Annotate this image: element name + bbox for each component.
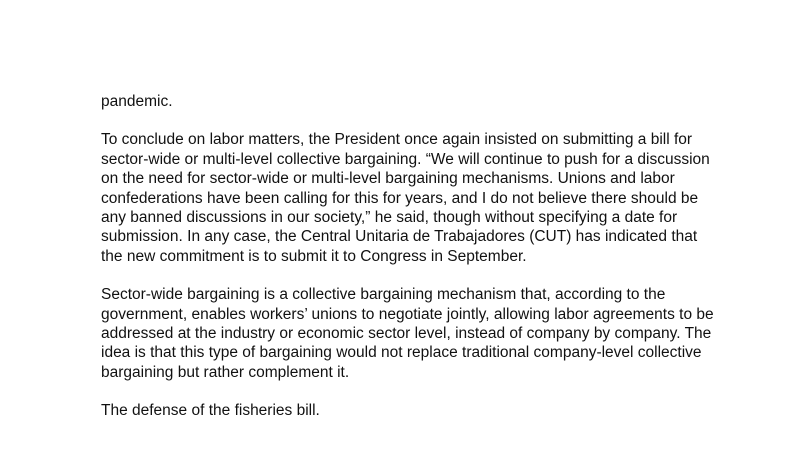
paragraph-labor-bill: To conclude on labor matters, the President once again insisted on submitting a bill for sector-wide or multi-level collective bargaining. “We will continue to push for a discussion on the need for sector-wide or multi-level bargaining mechanisms. Unions and labor confederations have been calling for this for years, and I do not believe there should be any banned discussions in our society,” he said, though without specifying a date for submission. In any case, the Central Unitaria de Trabajadores (CUT) has indicated that the new commitment is to submit it to Congress in September. [101, 131, 710, 265]
paragraph-sector-bargaining: Sector-wide bargaining is a collective bargaining mechanism that, according to the government, enables workers’ unions to negotiate jointly, allowing labor agreements to be addressed at the industry or economic sector level, instead of company by company. The idea is that this type of bargaining would not replace traditional company-level collective bargaining but rather complement it. [101, 286, 714, 381]
section-heading-fisheries: The defense of the fisheries bill. [101, 402, 320, 420]
document-body [101, 92, 721, 421]
paragraph-continuation: pandemic. [101, 93, 173, 110]
